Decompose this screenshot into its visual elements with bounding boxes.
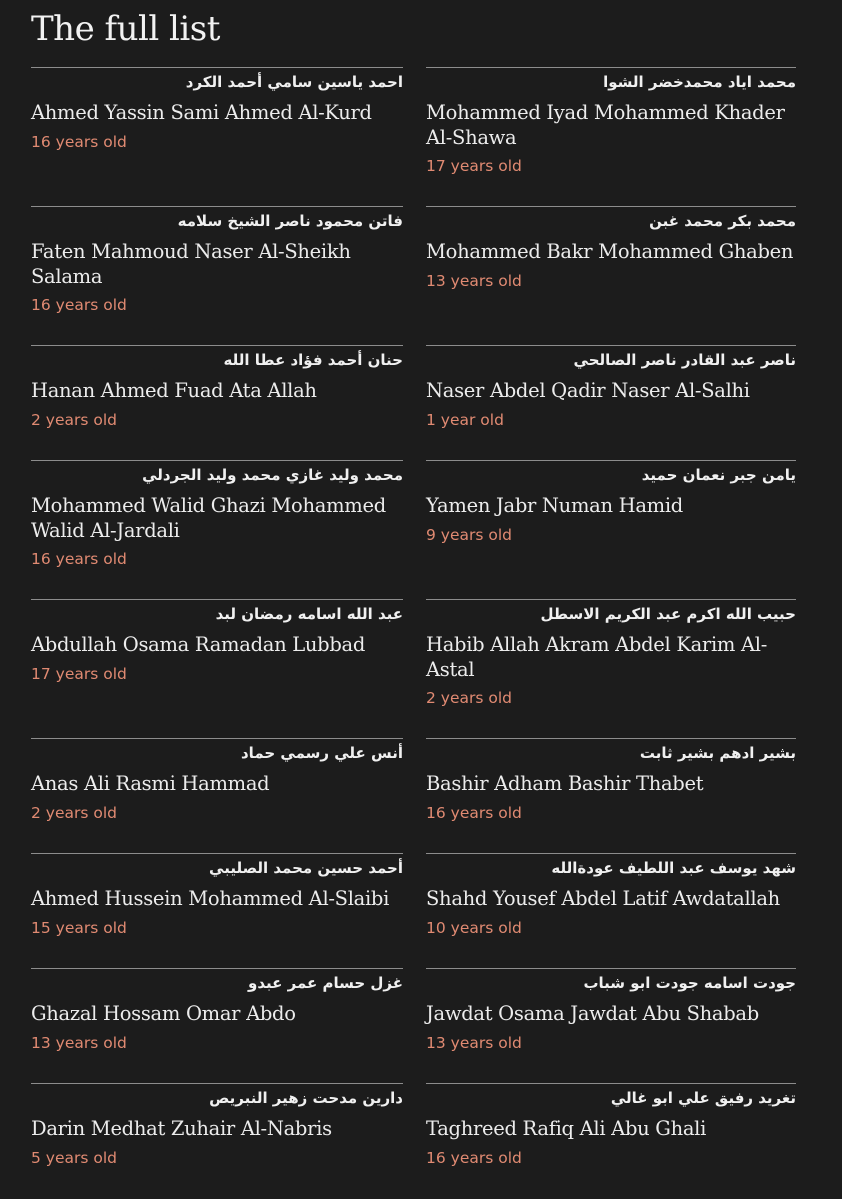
age-label: 17 years old bbox=[31, 664, 127, 683]
arabic-name: يامن جبر نعمان حميد bbox=[641, 466, 796, 484]
age-label: 2 years old bbox=[426, 689, 512, 707]
english-name: Shahd Yousef Abdel Latif Awdatallah bbox=[426, 887, 780, 910]
list-item bbox=[31, 738, 403, 823]
english-name: Faten Mahmoud Naser Al-Sheikh Salama bbox=[31, 240, 351, 288]
arabic-name: فاتن محمود ناصر الشيخ سلامه bbox=[177, 212, 403, 230]
list-item bbox=[426, 206, 796, 291]
list-item bbox=[31, 599, 403, 684]
arabic-name: شهد يوسف عبد اللطيف عودةالله bbox=[551, 859, 796, 877]
arabic-name: محمد بكر محمد غبن bbox=[649, 212, 796, 230]
age-label: 9 years old bbox=[426, 525, 512, 544]
english-name: Bashir Adham Bashir Thabet bbox=[426, 772, 704, 795]
age-label: 10 years old bbox=[426, 918, 522, 937]
english-name: Mohammed Iyad Mohammed Khader Al-Shawa bbox=[426, 101, 785, 149]
list-item bbox=[31, 345, 403, 430]
age-label: 17 years old bbox=[426, 157, 522, 175]
english-name: Ghazal Hossam Omar Abdo bbox=[31, 1002, 296, 1025]
list-item bbox=[426, 1083, 796, 1168]
page-title: The full list bbox=[31, 9, 220, 49]
age-label: 15 years old bbox=[31, 918, 127, 937]
english-name: Taghreed Rafiq Ali Abu Ghali bbox=[426, 1117, 707, 1140]
age-label: 16 years old bbox=[31, 132, 127, 151]
english-name: Ahmed Yassin Sami Ahmed Al-Kurd bbox=[31, 101, 372, 124]
age-label: 13 years old bbox=[426, 1033, 522, 1052]
arabic-name: غزل حسام عمر عبدو bbox=[248, 974, 403, 992]
arabic-name: ناصر عبد القادر ناصر الصالحي bbox=[573, 351, 796, 369]
list-item bbox=[426, 968, 796, 1053]
arabic-name: تغريد رفيق علي ابو غالي bbox=[610, 1089, 796, 1107]
age-label: 13 years old bbox=[31, 1033, 127, 1052]
list-item bbox=[31, 206, 403, 315]
arabic-name: بشير ادهم بشير ثابت bbox=[639, 744, 796, 762]
list-item bbox=[426, 345, 796, 430]
list-item bbox=[426, 460, 796, 545]
list-item bbox=[31, 1083, 403, 1168]
english-name: Yamen Jabr Numan Hamid bbox=[426, 494, 683, 517]
list-item bbox=[31, 853, 403, 938]
english-name: Darin Medhat Zuhair Al-Nabris bbox=[31, 1117, 332, 1140]
age-label: 16 years old bbox=[31, 296, 127, 314]
age-label: 5 years old bbox=[31, 1148, 117, 1167]
age-label: 1 year old bbox=[426, 410, 504, 429]
arabic-name: محمد اياد محمدخضر الشوا bbox=[603, 73, 796, 91]
english-name: Mohammed Walid Ghazi Mohammed Walid Al-Jardali bbox=[31, 494, 386, 542]
arabic-name: عبد الله اسامه رمضان لبد bbox=[215, 605, 403, 623]
english-name: Hanan Ahmed Fuad Ata Allah bbox=[31, 379, 317, 402]
list-item bbox=[426, 738, 796, 823]
age-label: 2 years old bbox=[31, 803, 117, 822]
english-name: Mohammed Bakr Mohammed Ghaben bbox=[426, 240, 794, 263]
english-name: Jawdat Osama Jawdat Abu Shabab bbox=[426, 1002, 759, 1025]
english-name: Abdullah Osama Ramadan Lubbad bbox=[31, 633, 366, 656]
age-label: 16 years old bbox=[426, 803, 522, 822]
english-name: Habib Allah Akram Abdel Karim Al-Astal bbox=[426, 633, 767, 681]
list-item bbox=[426, 599, 796, 708]
arabic-name: أحمد حسين محمد الصليبي bbox=[209, 859, 403, 877]
arabic-name: جودت اسامه جودت ابو شباب bbox=[583, 974, 796, 992]
list-item bbox=[31, 968, 403, 1053]
arabic-name: دارين مدحت زهير النبريص bbox=[209, 1089, 403, 1107]
list-item bbox=[426, 67, 796, 176]
age-label: 16 years old bbox=[31, 550, 127, 568]
english-name: Anas Ali Rasmi Hammad bbox=[31, 772, 270, 795]
list-item bbox=[426, 853, 796, 938]
english-name: Ahmed Hussein Mohammed Al-Slaibi bbox=[31, 887, 390, 910]
age-label: 2 years old bbox=[31, 410, 117, 429]
arabic-name: حبيب الله اكرم عبد الكريم الاسطل bbox=[540, 605, 796, 623]
arabic-name: أنس علي رسمي حماد bbox=[240, 744, 403, 762]
english-name: Naser Abdel Qadir Naser Al-Salhi bbox=[426, 379, 750, 402]
age-label: 13 years old bbox=[426, 271, 522, 290]
arabic-name: حنان أحمد فؤاد عطا الله bbox=[223, 351, 403, 369]
list-item bbox=[31, 460, 403, 569]
age-label: 16 years old bbox=[426, 1148, 522, 1167]
list-item bbox=[31, 67, 403, 152]
arabic-name: محمد وليد غازي محمد وليد الجردلي bbox=[142, 466, 403, 484]
arabic-name: احمد ياسين سامي أحمد الكرد bbox=[185, 73, 403, 91]
